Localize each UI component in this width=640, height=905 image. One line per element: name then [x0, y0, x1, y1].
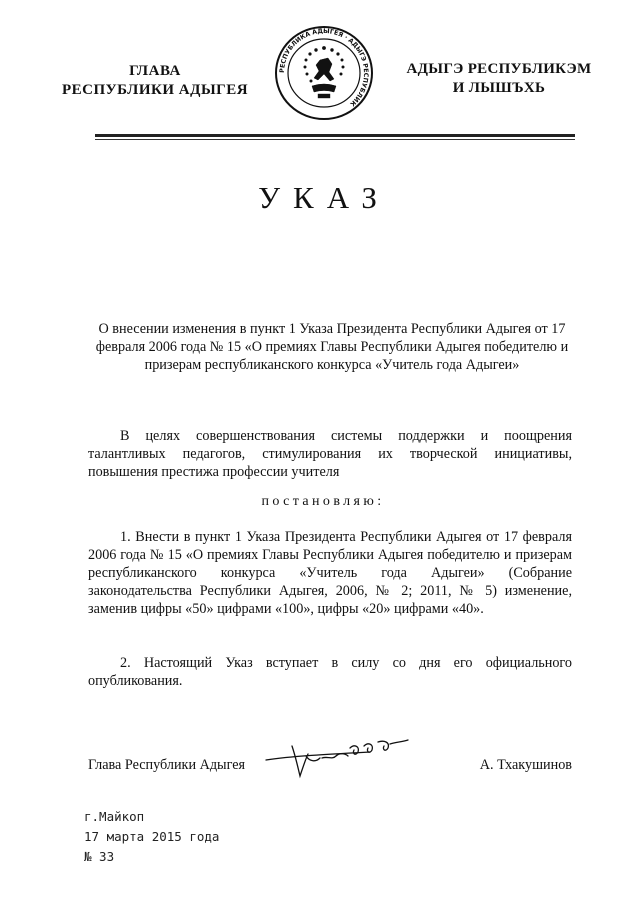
issuer-ady-line2: И ЛЫШЪХЬ — [452, 80, 546, 96]
coat-of-arms-icon — [272, 24, 376, 122]
header-rule-thin — [95, 139, 575, 140]
item-1-paragraph: 1. Внести в пункт 1 Указа Президента Республики Адыгея от 17 февраля 2006 года № 15 «О премиях Главы Республики Адыгея победителю и призерам республиканского конкурса «Учитель года Адыгеи» (Собрание законодательства Республики Адыгея, 2006, № 2; 2011, № 5) изменение, заменив цифры «50» цифрами «100», цифры «20» цифрами «40». — [88, 529, 572, 617]
issuer-ady-line1: АДЫГЭ РЕСПУБЛИКЭМ — [406, 61, 592, 77]
issuer-ru-line1: ГЛАВА — [129, 63, 181, 79]
document-subject: О внесении изменения в пункт 1 Указа Президента Республики Адыгея от 17 февраля 2006 года № 15 «О премиях Главы Республики Адыгея победителю и призерам республиканского конкурса «Учитель года Адыгеи» — [95, 321, 569, 373]
decree-word: постановляю: — [261, 494, 385, 509]
header-rule-thick — [95, 134, 575, 137]
document-number: № 33 — [84, 849, 115, 864]
issuer-ru-line2: РЕСПУБЛИКИ АДЫГЕЯ — [61, 82, 249, 98]
signature-icon — [262, 736, 422, 782]
document-title: УКАЗ — [258, 180, 390, 215]
issuer-ady — [384, 60, 614, 98]
preamble-paragraph: В целях совершенствования системы поддержки и поощрения талантливых педагогов, стимулирования их творческой инициативы, повышения престижа профессии учителя — [88, 428, 572, 480]
emblem-ring-text: РЕСПУБЛИКА АДЫГЕЯ · АДЫГЭ РЕСПУБЛИК — [278, 27, 370, 108]
signatory-position: Глава Республики Адыгея — [88, 757, 246, 773]
date-of-signing: 17 марта 2015 года — [84, 829, 220, 844]
issuer-ru — [44, 62, 266, 100]
item-2-paragraph: 2. Настоящий Указ вступает в силу со дня его официального опубликования. — [88, 655, 572, 689]
signatory-name: А. Тхакушинов — [479, 757, 572, 773]
place-of-signing: г.Майкоп — [84, 809, 145, 824]
